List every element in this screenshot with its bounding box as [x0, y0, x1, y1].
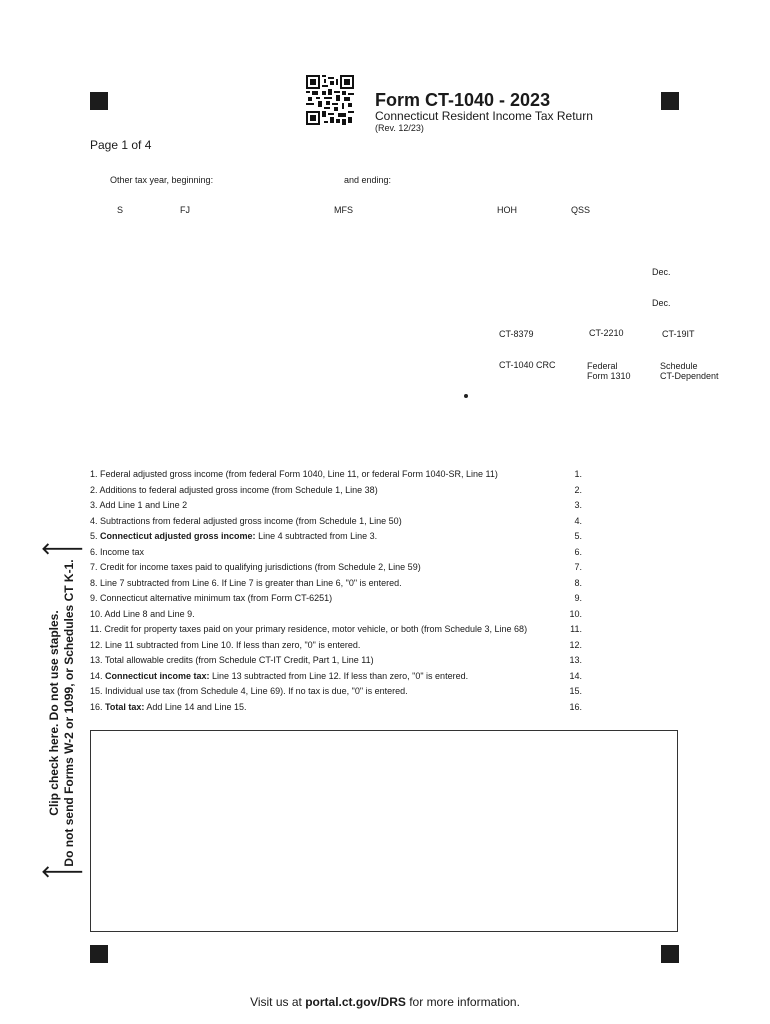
line-label: [90, 638, 360, 654]
attachment-schedule-ct-dependent[interactable]: [660, 361, 719, 381]
check-attachment-box: [90, 730, 678, 932]
line-label: [90, 684, 408, 700]
attachment-label: Federal: [587, 361, 618, 371]
line-item: [90, 467, 590, 483]
line-number: 1.: [90, 469, 98, 479]
line-label-text: Credit for income taxes paid to qualifying jurisdictions (from Schedule 2, Line 59): [100, 562, 421, 572]
line-item: [90, 514, 590, 530]
qr-code-icon: [306, 75, 354, 125]
line-number: 7.: [90, 562, 98, 572]
bullet-dot: [464, 394, 468, 398]
line-label: [90, 498, 187, 514]
line-number-right: 7.: [574, 562, 582, 572]
line-number-right: 2.: [574, 484, 582, 495]
registration-mark-bottom-left: [90, 945, 108, 963]
line-number: 15.: [90, 686, 103, 696]
line-number: 6.: [90, 546, 98, 557]
line-item: [90, 653, 590, 669]
line-number-right: 8.: [574, 577, 582, 588]
line-number: 10.: [90, 608, 103, 619]
footer-suffix: for more information.: [405, 995, 520, 1009]
clip-check-line: Clip check here. Do not use staples.: [47, 610, 61, 816]
line-label: [90, 607, 195, 623]
clip-check-instructions: [47, 559, 77, 866]
filing-status-separate[interactable]: MFS: [334, 205, 353, 215]
dec-label: Dec.: [652, 267, 671, 277]
form-title: Form CT-1040 - 2023: [375, 90, 551, 110]
line-label: [90, 514, 402, 530]
line-number: 9.: [90, 593, 98, 603]
attachment-label: Schedule: [660, 361, 698, 371]
line-label: [90, 483, 378, 499]
attachment-ct19it[interactable]: CT-19IT: [662, 329, 695, 339]
line-item: [90, 607, 590, 623]
line-label-text: Line 11 subtracted from Line 10. If less than zero, "0" is entered.: [105, 639, 361, 650]
line-label: [90, 529, 377, 545]
line-label: [90, 545, 144, 561]
line-label-text: Credit for property taxes paid on your primary residence, motor vehicle, or both (from Schedule 3, Line 68): [104, 624, 528, 634]
line-label-bold: Total tax:: [105, 701, 145, 712]
line-item: [90, 560, 590, 576]
footer-note: [0, 995, 770, 1009]
line-item: [90, 700, 590, 716]
line-label-text: Connecticut alternative minimum tax (from Form CT-6251): [100, 593, 333, 603]
line-item: [90, 591, 590, 607]
line-label-text: Line 7 subtracted from Line 6. If Line 7 is greater than Line 6, "0" is entered.: [100, 577, 402, 588]
line-label: [90, 622, 527, 638]
line-label-text: Line 13 subtracted from Line 12. If less than zero, "0" is entered.: [209, 670, 469, 681]
page-number: Page 1 of 4: [90, 138, 152, 152]
line-label-text: Add Line 14 and Line 15.: [144, 701, 247, 712]
line-item: [90, 545, 590, 561]
line-number-right: 3.: [574, 500, 582, 510]
footer-prefix: Visit us at: [250, 995, 306, 1009]
attachment-federal-1310[interactable]: [587, 361, 631, 381]
registration-mark-top-right: [661, 92, 679, 110]
line-label-bold: Connecticut adjusted gross income:: [100, 531, 256, 541]
line-item: [90, 669, 590, 685]
tax-year-ending-label: and ending:: [344, 175, 392, 185]
line-number-right: 11.: [570, 624, 582, 634]
registration-mark-bottom-right: [661, 945, 679, 963]
line-item: [90, 529, 590, 545]
attachment-label: Form 1310: [587, 371, 631, 381]
registration-mark-top-left: [90, 92, 108, 110]
line-number-right: 5.: [574, 531, 582, 541]
line-number: 4.: [90, 515, 98, 526]
line-item: [90, 576, 590, 592]
line-number-right: 14.: [569, 670, 582, 681]
filing-status-hoh[interactable]: HOH: [497, 205, 517, 215]
tax-year-beginning-label: Other tax year, beginning:: [110, 175, 214, 185]
line-label-bold: Connecticut income tax:: [105, 670, 210, 681]
filing-status-joint[interactable]: FJ: [180, 205, 190, 215]
line-label-text: Line 4 subtracted from Line 3.: [255, 531, 378, 541]
line-number: 14.: [90, 670, 103, 681]
line-number-right: 1.: [574, 469, 582, 479]
line-label: [90, 591, 332, 607]
attachment-ct8379[interactable]: CT-8379: [499, 329, 534, 339]
line-number-right: 16.: [569, 701, 582, 712]
line-label-text: Additions to federal adjusted gross income (from Schedule 1, Line 38): [99, 484, 378, 495]
line-item: [90, 684, 590, 700]
line-number-right: 4.: [574, 515, 582, 526]
line-label: [90, 467, 498, 483]
line-number: 3.: [90, 500, 98, 510]
line-item: [90, 622, 590, 638]
line-item: [90, 483, 590, 499]
line-label: [90, 560, 421, 576]
line-label: [90, 576, 402, 592]
line-number: 11.: [90, 624, 102, 634]
dec-label: Dec.: [652, 298, 671, 308]
attachment-ct1040crc[interactable]: CT-1040 CRC: [499, 360, 556, 370]
attachment-label: CT-Dependent: [660, 371, 719, 381]
line-number: 16.: [90, 701, 103, 712]
line-item: [90, 638, 590, 654]
line-label: [90, 653, 374, 669]
line-items: [90, 467, 590, 715]
line-number-right: 13.: [569, 655, 582, 665]
line-label-text: Individual use tax (from Schedule 4, Line 69). If no tax is due, "0" is entered.: [105, 686, 408, 696]
line-number-right: 12.: [569, 639, 582, 650]
do-not-send-line: Do not send Forms W-2 or 1099, or Schedules CT K-1.: [62, 559, 76, 867]
line-number: 5.: [90, 531, 98, 541]
line-label: [90, 669, 468, 685]
line-label-text: Subtractions from federal adjusted gross income (from Schedule 1, Line 50): [100, 515, 402, 526]
line-label-text: Federal adjusted gross income (from federal Form 1040, Line 11, or federal Form 1040-SR, Line 11): [100, 469, 498, 479]
line-number: 12.: [90, 639, 103, 650]
left-arrow-icon: 🡐: [41, 541, 84, 558]
line-number: 8.: [90, 577, 98, 588]
footer-link[interactable]: portal.ct.gov/DRS: [305, 995, 406, 1009]
line-label-text: Add Line 8 and Line 9.: [104, 608, 195, 619]
line-item: [90, 498, 590, 514]
form-subtitle: Connecticut Resident Income Tax Return: [375, 109, 593, 123]
filing-status-single[interactable]: S: [117, 205, 124, 215]
left-arrow-icon: 🡐: [41, 864, 84, 881]
form-revision: (Rev. 12/23): [375, 123, 424, 133]
line-label-text: Income tax: [100, 546, 145, 557]
line-label-text: Add Line 1 and Line 2: [99, 500, 188, 510]
line-number-right: 6.: [574, 546, 582, 557]
line-label-text: Total allowable credits (from Schedule CT-IT Credit, Part 1, Line 11): [104, 655, 374, 665]
attachment-ct2210[interactable]: CT-2210: [589, 328, 624, 338]
line-number: 13.: [90, 655, 103, 665]
line-label: [90, 700, 246, 716]
line-number-right: 9.: [574, 593, 582, 603]
line-number-right: 15.: [569, 686, 582, 696]
line-number-right: 10.: [569, 608, 582, 619]
filing-status-qss[interactable]: QSS: [571, 205, 591, 215]
line-number: 2.: [90, 484, 98, 495]
